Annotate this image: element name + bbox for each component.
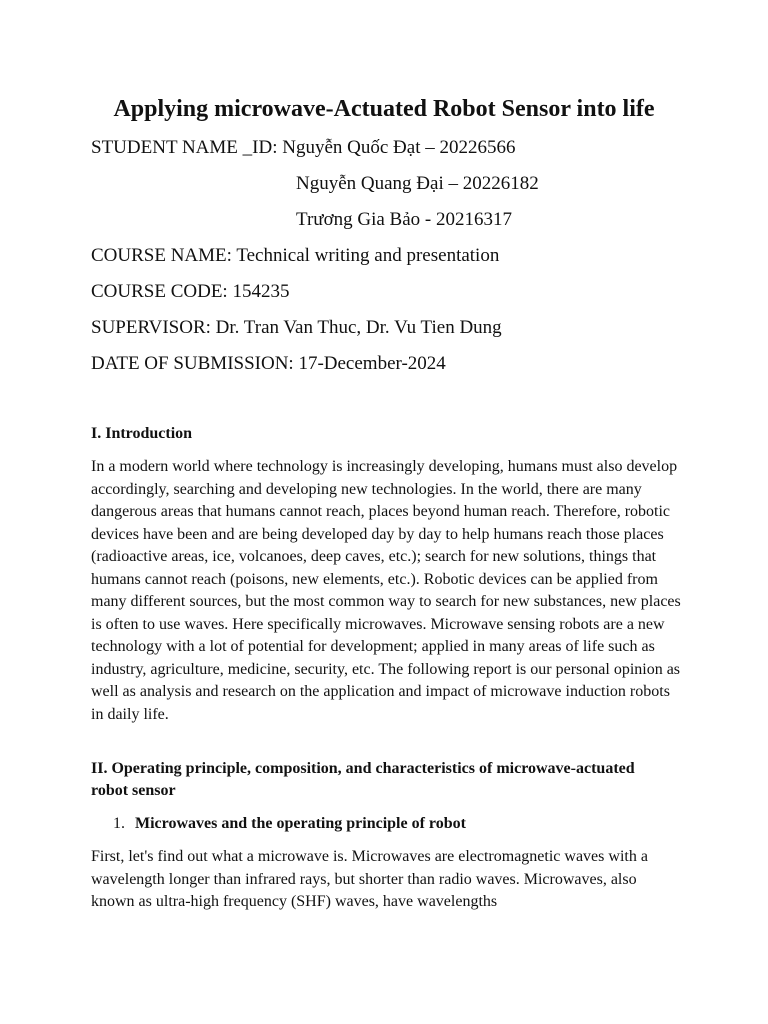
document-title: Applying microwave-Actuated Robot Sensor into life <box>113 96 655 122</box>
section2-heading: II. Operating principle, composition, and characteristics of microwave-actuated robot sensor <box>91 760 635 799</box>
intro-paragraph: In a modern world where technology is increasingly developing, humans must also develop accordingly, searching and developing new technologies. In the world, there are many dangerous areas that humans cannot reach, places beyond human reach. Therefore, robotic devices have been and are being developed day by day to help humans reach those places (radioactive areas, ice, volcanoes, deep caves, etc.); search for new solutions, things that humans cannot reach (poisons, new elements, etc.). Robotic devices can be applied from many different sources, but the most common way to search for new substances, new places is often to use waves. Here specifically microwaves. Microwave sensing robots are a new technology with a lot of potential for development; applied in many areas of life such as industry, agriculture, medicine, security, etc. The following report is our personal opinion as well as analysis and research on the application and impact of microwave induction robots in daily life. <box>91 458 681 723</box>
student-name-3: Trương Gia Bảo - 20216317 <box>296 209 512 230</box>
student-name-line: STUDENT NAME _ID: Nguyễn Quốc Đạt – 20226566 <box>91 137 516 158</box>
intro-heading: I. Introduction <box>91 425 193 442</box>
submission-date: DATE OF SUBMISSION: 17-December-2024 <box>91 353 446 374</box>
supervisor: SUPERVISOR: Dr. Tran Van Thuc, Dr. Vu Tien Dung <box>91 317 502 338</box>
course-name: COURSE NAME: Technical writing and presentation <box>91 245 500 266</box>
list-item-microwaves <box>113 813 466 835</box>
student-name-2: Nguyễn Quang Đại – 20226182 <box>296 173 539 194</box>
section2-paragraph: First, let's find out what a microwave is. Microwaves are electromagnetic waves with a wavelength longer than infrared rays, but shorter than radio waves. Microwaves, also known as ultra-high frequency (SHF) waves, have wavelengths <box>91 848 648 910</box>
list-number: 1. <box>113 815 125 832</box>
list-item-label: Microwaves and the operating principle of robot <box>135 815 466 832</box>
course-code: COURSE CODE: 154235 <box>91 281 290 302</box>
